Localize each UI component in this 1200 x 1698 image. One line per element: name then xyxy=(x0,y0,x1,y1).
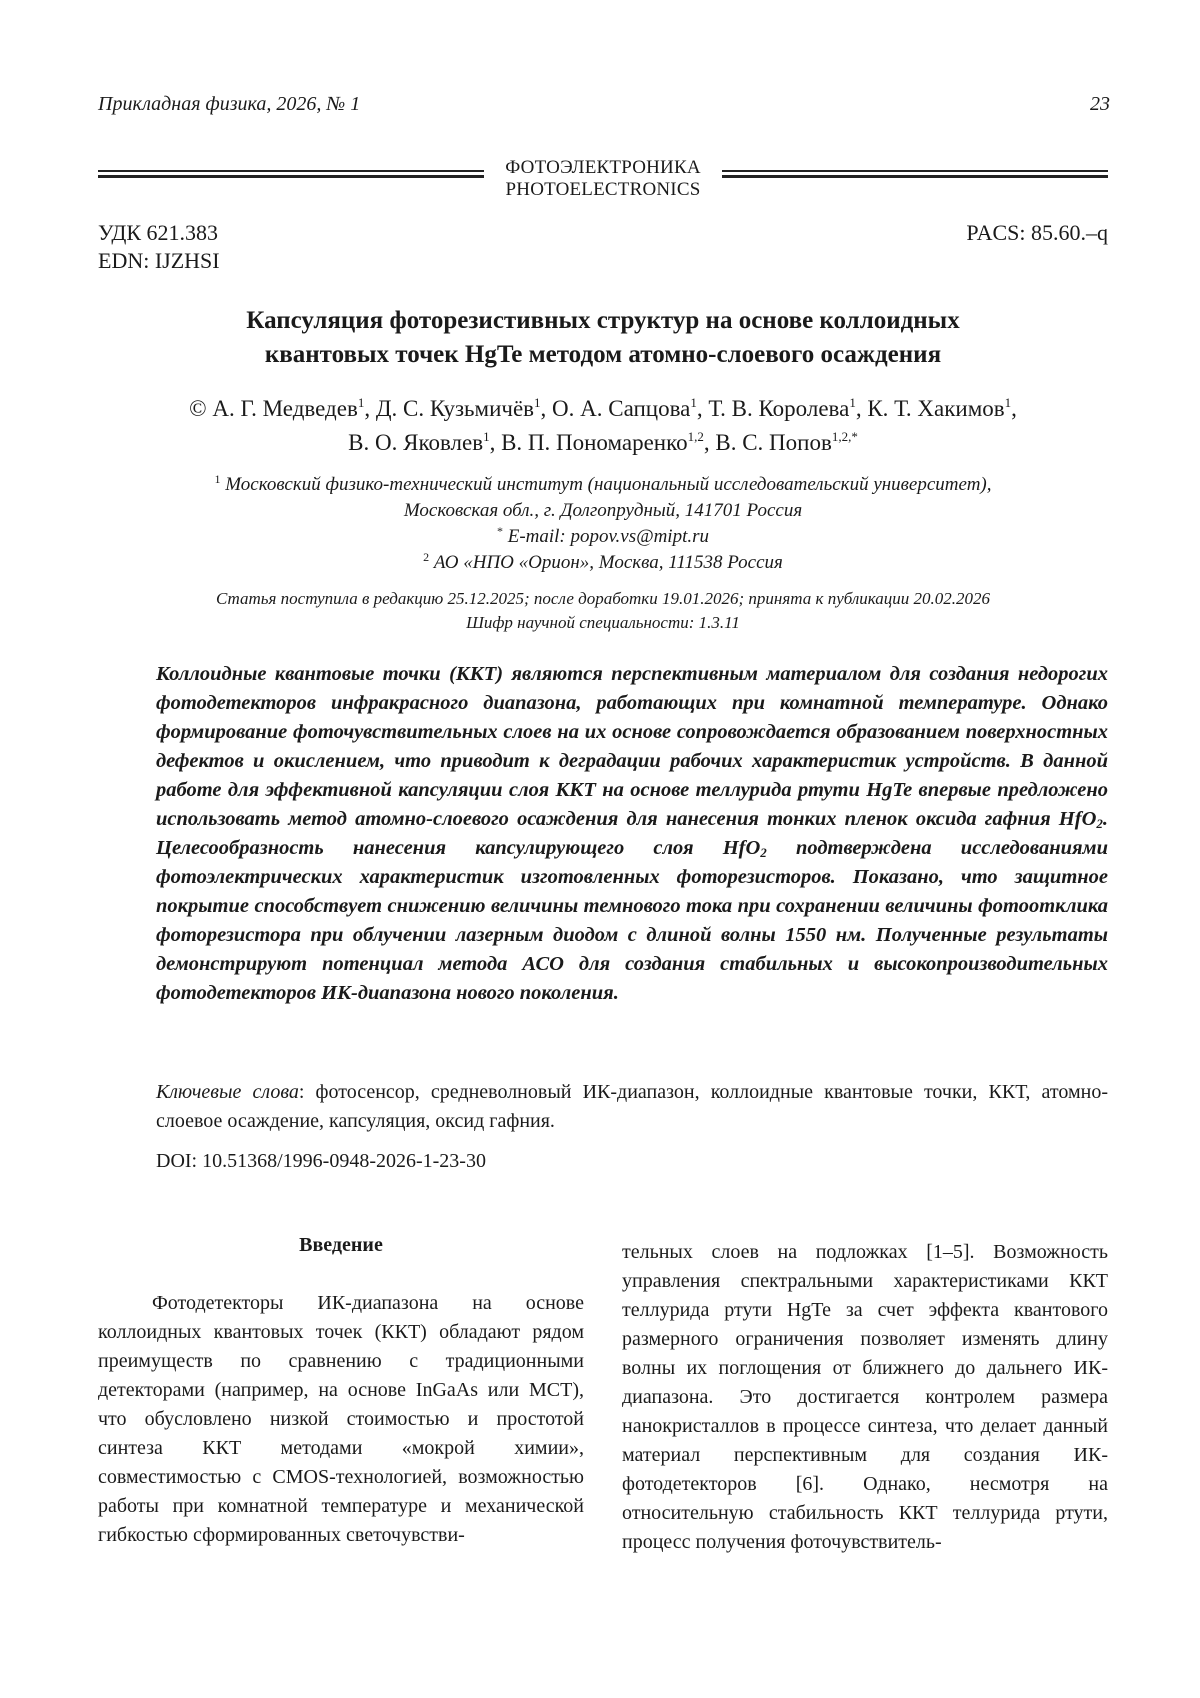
author-line xyxy=(98,392,1108,426)
author: В. О. Яковлев$^1$ xyxy=(348,429,490,455)
title-line: Капсуляция фоторезистивных структур на основе коллоидных xyxy=(246,307,960,334)
article-title xyxy=(98,304,1108,372)
section-name xyxy=(490,157,716,201)
edn-code: EDN: IJZHSI xyxy=(98,248,220,273)
author: , К. Т. Хакимов$^1$ xyxy=(855,395,1012,421)
author-line xyxy=(98,426,1108,460)
keywords-label: Ключевые слова xyxy=(156,1081,299,1103)
journal-running-title: Прикладная физика, 2026, № 1 xyxy=(98,93,361,115)
author: , Д. С. Кузьмичёв$^1$ xyxy=(364,395,541,421)
author: , В. С. Попов$^{1,2,*}$ xyxy=(703,429,858,455)
page-number: 23 xyxy=(1090,93,1110,115)
author: , В. П. Пономаренко$^{1,2}$ xyxy=(489,429,704,455)
author: , О. А. Сапцова$^1$ xyxy=(540,395,697,421)
body-paragraph: тельных слоев на подложках [1–5]. Возможность управления спектральными характеристиками ККТ теллурида ртути HgTe за счет эффекта квантового размерного ограничения позволяет изменять длину волны их поглощения от ближнего до дальнего ИК-диапазона. Это достигается контролем размера нанокристаллов в процессе синтеза, что делает данный материал перспективным для создания ИК-фотодетекторов [6]. Однако, несмотря на относительную стабильность ККТ теллурида ртути, процесс получения фоточувствитель- xyxy=(622,1241,1108,1553)
body-column-right xyxy=(622,1238,1108,1557)
section-heading-introduction: Введение xyxy=(299,1234,383,1256)
identifiers-block xyxy=(98,219,220,275)
received-dates: Статья поступила в редакцию 25.12.2025; после доработки 19.01.2026; принята к публикации 20.02.2026 xyxy=(215,589,991,608)
corresponding-email: * E-mail: popov.vs@mipt.ru xyxy=(496,524,710,547)
pacs-code: PACS: 85.60.–q xyxy=(966,220,1108,245)
affiliation-1: $^1$ Московский физико-технический институт (национальный исследовательский университет), xyxy=(214,472,992,495)
section-name-ru: ФОТОЭЛЕКТРОНИКА xyxy=(505,157,701,178)
affiliation-1-address: Московская обл., г. Долгопрудный, 141701 Россия xyxy=(403,500,803,521)
author-separator: , xyxy=(1011,396,1017,421)
author-list xyxy=(98,392,1108,460)
section-rule-left xyxy=(98,170,484,180)
publication-dates xyxy=(98,587,1108,635)
udk-code: УДК 621.383 xyxy=(98,220,219,245)
affiliation-2: $^2$ АО «НПО «Орион», Москва, 111538 Россия xyxy=(423,550,783,573)
abstract: Коллоидные квантовые точки (ККТ) являются перспективным материалом для создания недорогих фотодетекторов инфракрасного диапазона, работающих при комнатной температуре. Однако формирование фоточувствительных слоев на их основе сопровождается образованием поверхностных дефектов и окислением, что приводит к деградации рабочих характеристик устройств. В данной работе для эффективной капсуляции слоя ККТ на основе теллурида ртути HgTe впервые предложено использовать метод атомно-слоевого осаждения для нанесения тонких пленок оксида гафния HfO$_2$. Целесообразность нанесения капсулирующего слоя HfO$_2$ подтверждена исследованиями фотоэлектрических характеристик изготовленных фоторезисторов. Показано, что защитное покрытие способствует снижению величины темнового тока при сохранении величины фотоотклика фоторезистора при облучении лазерным диодом с длиной волны 1550 нм. Полученные результаты демонстрируют потенциал метода АСО для создания стабильных и высокопроизводительных фотодетекторов ИК-диапазона нового поколения. xyxy=(156,663,1108,1004)
section-rule-right xyxy=(722,170,1108,180)
keywords xyxy=(156,1078,1108,1136)
affiliations xyxy=(98,472,1108,576)
keywords-text: : фотосенсор, средневолновый ИК-диапазон, коллоидные квантовые точки, ККТ, атомно-слоевое осаждение, капсуляция, оксид гафния. xyxy=(156,1081,1108,1132)
author: © А. Г. Медведев$^1$ xyxy=(189,395,365,421)
title-line: квантовых точек HgTe методом атомно-слоевого осаждения xyxy=(264,341,942,368)
specialty-code: Шифр научной специальности: 1.3.11 xyxy=(466,613,740,632)
body-paragraph: Фотодетекторы ИК-диапазона на основе коллоидных квантовых точек (ККТ) обладают рядом преимуществ по сравнению с традиционными детекторами (например, на основе InGaAs или MCT), что обусловлено низкой стоимостью и простотой синтеза ККТ методами «мокрой химии», совместимостью с CMOS-технологией, возможностью работы при комнатной температуре и механической гибкостью сформированных светочувстви- xyxy=(98,1292,584,1546)
author: , Т. В. Королева$^1$ xyxy=(696,395,856,421)
section-name-en: PHOTOELECTRONICS xyxy=(505,179,701,200)
body-column-left xyxy=(98,1233,584,1550)
doi: DOI: 10.51368/1996-0948-2026-1-23-30 xyxy=(156,1150,486,1172)
